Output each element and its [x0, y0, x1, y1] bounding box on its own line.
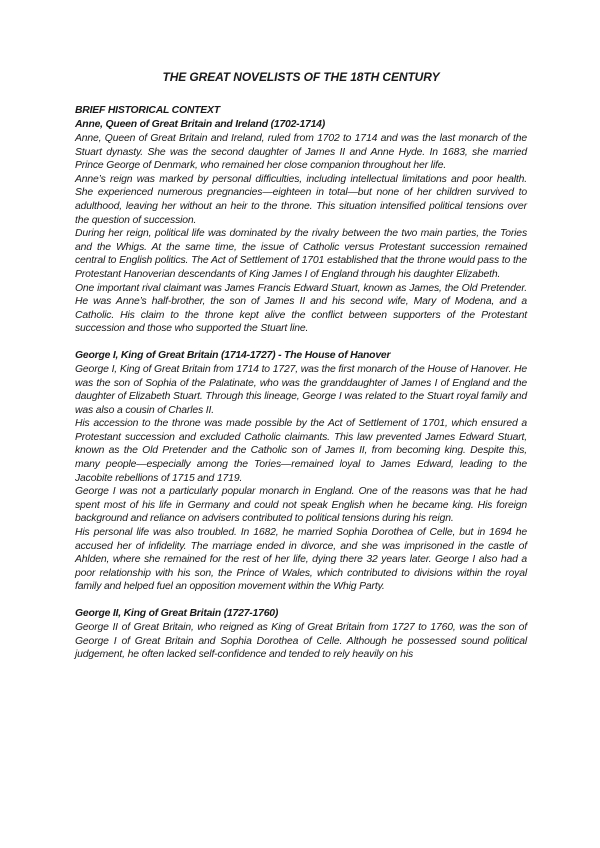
context-heading: BRIEF HISTORICAL CONTEXT — [75, 105, 220, 116]
document-page — [75, 70, 527, 662]
section-anne — [75, 118, 527, 336]
george-1-paragraph-3: George I was not a particularly popular monarch in England. One of the reasons was that he had spent most of his life in Germany and could not speak English when he became king. His foreign background and reliance on advisers contributed to political tensions during his reign. — [75, 486, 527, 525]
george-2-paragraph-1: George II of Great Britain, who reigned as King of Great Britain from 1727 to 1760, was the son of George I of Great Britain and Sophia Dorothea of Celle. Although he possessed sound political judgement, he often lacked self-confidence and tended to rely heavily on his — [75, 622, 527, 661]
document-title: THE GREAT NOVELISTS OF THE 18TH CENTURY — [162, 70, 440, 84]
anne-paragraph-1: Anne, Queen of Great Britain and Ireland, ruled from 1702 to 1714 and was the last monarch of the Stuart dynasty. She was the second daughter of James II and Anne Hyde. In 1683, she married Prince George of Denmark, who remained her close companion throughout her life. — [75, 133, 527, 172]
george-1-paragraph-2: His accession to the throne was made possible by the Act of Settlement of 1701, which ensured a Protestant succession and excluded Catholic claimants. This law prevented James Edward Stuart, known as the Old Pretender and the Catholic son of James II, from becoming king. Despite this, many people—especially among the Tories—remained loyal to James Edward, leading to the Jacobite rebellions of 1715 and 1719. — [75, 418, 527, 484]
section-spacer — [75, 336, 527, 349]
section-george-1 — [75, 349, 527, 594]
anne-paragraph-4: One important rival claimant was James Francis Edward Stuart, known as James, the Old Pretender. He was Anne’s half-brother, the son of James II and his second wife, Mary of Modena, and a Catholic. His claim to the throne kept alive the conflict between supporters of the Protestant succession and those who supported the Stuart line. — [75, 282, 527, 335]
anne-paragraph-2: Anne’s reign was marked by personal difficulties, including intellectual limitations and poor health. She experienced numerous pregnancies—eighteen in total—but none of her children survived to adulthood, leaving her without an heir to the throne. This situation intensified political tensions over the question of succession. — [75, 173, 527, 226]
george-1-heading: George I, King of Great Britain (1714-1727) - The House of Hanover — [75, 349, 391, 361]
george-1-paragraph-4: His personal life was also troubled. In 1682, he married Sophia Dorothea of Celle, but in 1694 he accused her of infidelity. The marriage ended in divorce, and she was imprisoned in the castle of Ahlden, where she remained for the rest of her life, dying there 32 years later. George I also had a poor relationship with his son, the Prince of Wales, which contributed to divisions within the royal family and helped fuel an opposition movement within the Whig Party. — [75, 527, 527, 593]
anne-heading: Anne, Queen of Great Britain and Ireland (1702-1714) — [75, 119, 326, 130]
section-spacer — [75, 594, 527, 607]
anne-paragraph-3: During her reign, political life was dominated by the rivalry between the two main parties, the Tories and the Whigs. At the same time, the issue of Catholic versus Protestant succession remained central to English politics. The Act of Settlement of 1701 established that the throne would pass to the Protestant Hanoverian descendants of King James I of England through his daughter Elizabeth. — [75, 228, 527, 280]
george-1-paragraph-1: George I, King of Great Britain from 1714 to 1727, was the first monarch of the House of Hanover. He was the son of Sophia of the Palatinate, who was the granddaughter of James I of England and the daughter of Elizabeth Stuart. Through this lineage, George I was related to the Stuart royal family and was also a cousin of Charles II. — [75, 363, 527, 416]
george-2-heading: George II, King of Great Britain (1727-1760) — [75, 608, 279, 619]
section-george-2 — [75, 607, 527, 662]
